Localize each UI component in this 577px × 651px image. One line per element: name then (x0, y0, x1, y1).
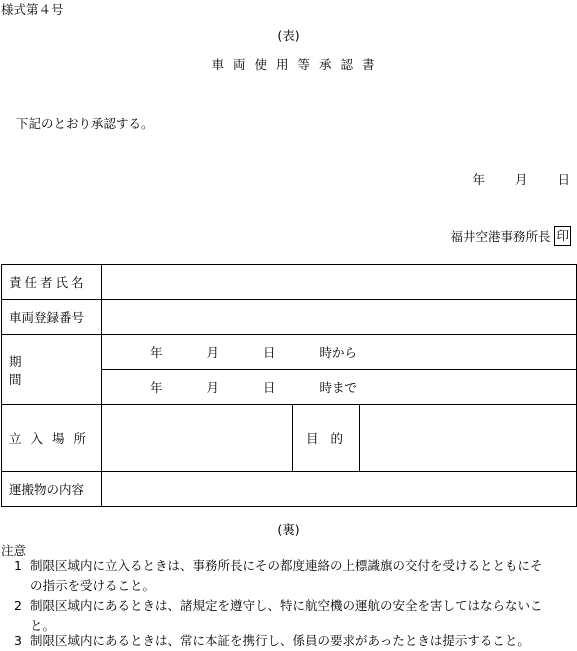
table-row (2, 300, 577, 335)
entry-location-text: 立入場所 (9, 431, 96, 446)
note-item-2 (14, 596, 574, 636)
issuer-block (450, 226, 571, 246)
front-side-label: (表) (277, 28, 300, 43)
purpose-field[interactable] (360, 405, 577, 472)
responsible-person-field[interactable] (102, 265, 577, 300)
date-day-label: 日 (557, 172, 570, 187)
responsible-person-label (2, 265, 102, 300)
date-year-label: 年 (472, 172, 485, 187)
period-from-day: 日 (263, 345, 276, 360)
vehicle-registration-field[interactable] (102, 300, 577, 335)
purpose-text: 目的 (306, 431, 356, 446)
note-item-3 (14, 631, 574, 651)
purpose-label (293, 405, 360, 472)
note-text: 制限区域内にあるときは、諸規定を遵守し、特に航空機の運航の安全を害してはならないこ (30, 598, 543, 613)
notes-title: 注意 (1, 543, 27, 558)
period-from-month: 月 (206, 345, 220, 360)
cargo-contents-label (2, 472, 102, 507)
note-item-1 (14, 556, 574, 596)
note-text-continued: と。 (30, 618, 56, 633)
table-row (2, 335, 577, 370)
period-text: 期間 (9, 353, 76, 387)
note-number: 2 (14, 598, 22, 613)
period-label (2, 335, 102, 405)
note-number: 1 (14, 558, 22, 573)
note-text: 制限区域内にあるときは、常に本証を携行し、係員の要求があったときは提示すること。 (30, 633, 530, 648)
entry-location-label (2, 405, 102, 472)
approval-sentence: 下記のとおり承認する。 (16, 116, 154, 131)
date-month-label: 月 (514, 172, 528, 187)
note-number: 3 (14, 633, 22, 648)
period-from-year: 年 (150, 345, 163, 360)
period-to-field[interactable] (102, 370, 577, 405)
vehicle-registration-text: 車両登録番号 (9, 310, 85, 325)
cargo-contents-field[interactable] (102, 472, 577, 507)
period-to-month: 月 (206, 380, 220, 395)
issuer-name: 福井空港事務所長 (450, 229, 551, 244)
vehicle-registration-label (2, 300, 102, 335)
period-to-day: 日 (263, 380, 276, 395)
form-number: 様式第４号 (1, 2, 64, 17)
period-from-time: 時から (319, 345, 358, 360)
note-text: 制限区域内に立入るときは、事務所長にその都度連絡の上標識旗の交付を受けるとともにそ (30, 558, 543, 573)
period-to-time: 時まで (319, 380, 358, 395)
entry-location-field[interactable] (102, 405, 293, 472)
responsible-person-text: 責任者氏名 (9, 275, 87, 290)
note-text-continued: の指示を受けること。 (30, 578, 156, 593)
table-row (2, 472, 577, 507)
document-title: 車両使用等承認書 (211, 57, 384, 72)
table-row (2, 265, 577, 300)
issue-date (472, 170, 570, 188)
period-from-field[interactable] (102, 335, 577, 370)
seal-mark: 印 (554, 226, 571, 246)
table-row (2, 405, 577, 472)
approval-table (1, 264, 577, 507)
period-to-year: 年 (150, 380, 163, 395)
cargo-contents-text: 運搬物の内容 (9, 482, 85, 497)
back-side-label: (裏) (277, 522, 300, 537)
